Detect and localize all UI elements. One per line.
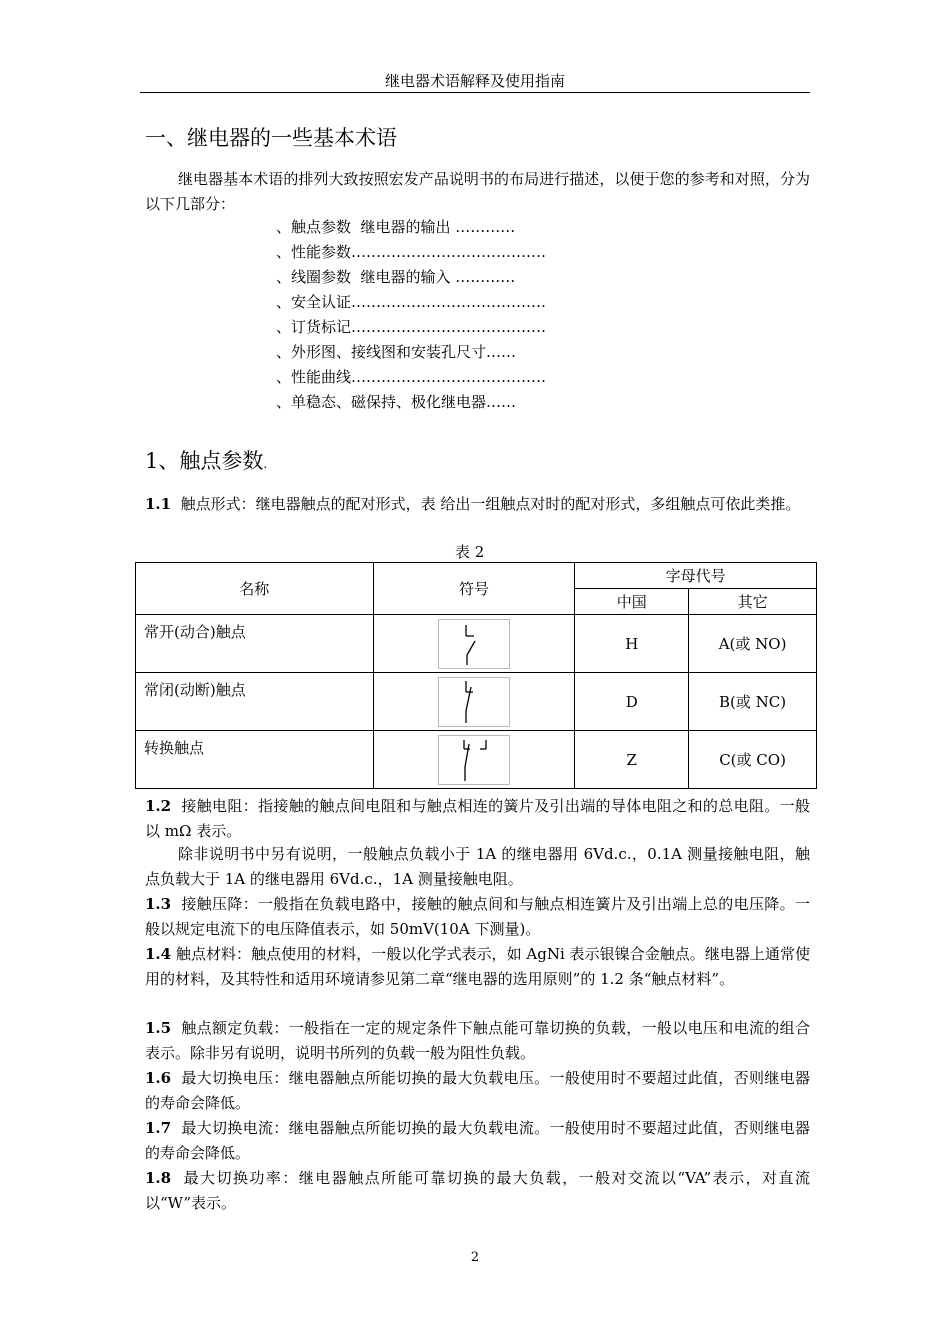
toc-item: 、触点参数 继电器的输出 ………… <box>276 218 516 236</box>
header-other: 其它 <box>689 589 817 615</box>
item-number: 1.7 <box>145 1119 172 1137</box>
item-1-8 <box>145 1166 810 1216</box>
item-number: 1.3 <box>145 895 172 913</box>
header-rule <box>140 92 810 93</box>
item-1-1 <box>145 492 838 517</box>
item-number: 1.6 <box>145 1069 172 1087</box>
row-china-code: H <box>575 615 689 673</box>
item-text: 接触电阻：指接触的触点间电阻和与触点相连的簧片及引出端的导体电阻之和的总电阻。一般以 mΩ 表示。 <box>145 797 810 840</box>
item-1-6 <box>145 1066 810 1116</box>
normally-closed-contact-symbol <box>438 677 510 727</box>
item-number: 1.2 <box>145 797 172 815</box>
table-row <box>136 615 817 673</box>
toc-item: 、线圈参数 继电器的输入 ………… <box>276 268 516 286</box>
item-text: 触点额定负载：一般指在一定的规定条件下触点能可靠切换的负载，一般以电压和电流的组合表示。除非另有说明，说明书所列的负载一般为阻性负载。 <box>145 1019 810 1062</box>
row-other-code: B(或 NC) <box>689 673 817 731</box>
item-1-7 <box>145 1116 810 1166</box>
item-1-2-note: 除非说明书中另有说明，一般触点负载小于 1A 的继电器用 6Vd.c.，0.1A 测量接触电阻，触点负载大于 1A 的继电器用 6Vd.c.，1A 测量接触电阻。 <box>145 845 810 888</box>
row-name: 转换触点 <box>136 731 374 789</box>
toc-item: 、外形图、接线图和安装孔尺寸…… <box>276 343 517 361</box>
item-1-4 <box>145 942 810 992</box>
table-row <box>136 673 817 731</box>
toc-item: 、性能曲线………………………………… <box>276 368 547 386</box>
page-header-title: 继电器术语解释及使用指南 <box>384 72 565 90</box>
row-name: 常开(动合)触点 <box>136 615 374 673</box>
header-name: 名称 <box>136 563 374 615</box>
item-text: 最大切换电压：继电器触点所能切换的最大负载电压。一般使用时不要超过此值，否则继电器的寿命会降低。 <box>145 1069 810 1112</box>
row-china-code: Z <box>575 731 689 789</box>
item-number: 1.4 <box>145 945 172 963</box>
subsection-heading <box>145 445 267 475</box>
item-text: 触点形式：继电器触点的配对形式，表 给出一组触点对时的配对形式，多组触点可依此类推。 <box>180 495 801 513</box>
header-china: 中国 <box>575 589 689 615</box>
row-symbol <box>373 731 575 789</box>
row-other-code: C(或 CO) <box>689 731 817 789</box>
contact-form-table <box>135 562 817 789</box>
item-number: 1.8 <box>145 1169 172 1187</box>
section-heading: 一、继电器的一些基本术语 <box>145 126 397 150</box>
page-number: 2 <box>470 1250 480 1265</box>
toc-item: 、性能参数………………………………… <box>276 243 547 261</box>
item-text: 最大切换电流：继电器触点所能切换的最大负载电流。一般使用时不要超过此值，否则继电器的寿命会降低。 <box>145 1119 810 1162</box>
toc-item: 、单稳态、磁保持、极化继电器…… <box>276 393 517 411</box>
header-letter-code: 字母代号 <box>575 563 817 589</box>
header-symbol: 符号 <box>373 563 575 615</box>
subsection-heading-dot: . <box>263 457 268 471</box>
changeover-contact-symbol <box>438 735 510 785</box>
subsection-heading-text: 1、触点参数 <box>145 449 264 473</box>
toc-item: 、订货标记………………………………… <box>276 318 547 336</box>
item-1-2 <box>145 794 810 844</box>
intro-paragraph: 继电器基本术语的排列大致按照宏发产品说明书的布局进行描述，以便于您的参考和对照，分为以下几部分： <box>145 170 810 213</box>
row-other-code: A(或 NO) <box>689 615 817 673</box>
row-name: 常闭(动断)触点 <box>136 673 374 731</box>
item-1-5 <box>145 1016 810 1066</box>
item-text: 触点材料：触点使用的材料，一般以化学式表示，如 AgNi 表示银镍合金触点。继电器上通常使用的材料，及其特性和适用环境请参见第二章“继电器的选用原则”的 1.2 条“触点材料”。 <box>145 945 810 988</box>
row-symbol <box>373 673 575 731</box>
item-number: 1.1 <box>145 495 172 513</box>
normally-open-contact-symbol <box>438 619 510 669</box>
item-number: 1.5 <box>145 1019 172 1037</box>
toc-list <box>276 215 546 415</box>
item-text: 最大切换功率：继电器触点所能可靠切换的最大负载，一般对交流以“VA”表示，对直流以“W”表示。 <box>145 1169 810 1212</box>
row-china-code: D <box>575 673 689 731</box>
row-symbol <box>373 615 575 673</box>
item-text: 接触压降：一般指在负载电路中，接触的触点间和与触点相连簧片及引出端上总的电压降。一般以规定电流下的电压降值表示，如 50mV(10A 下测量)。 <box>145 895 810 938</box>
toc-item: 、安全认证………………………………… <box>276 293 547 311</box>
table-row <box>136 731 817 789</box>
item-1-3 <box>145 892 810 942</box>
table-caption: 表 2 <box>455 543 485 561</box>
